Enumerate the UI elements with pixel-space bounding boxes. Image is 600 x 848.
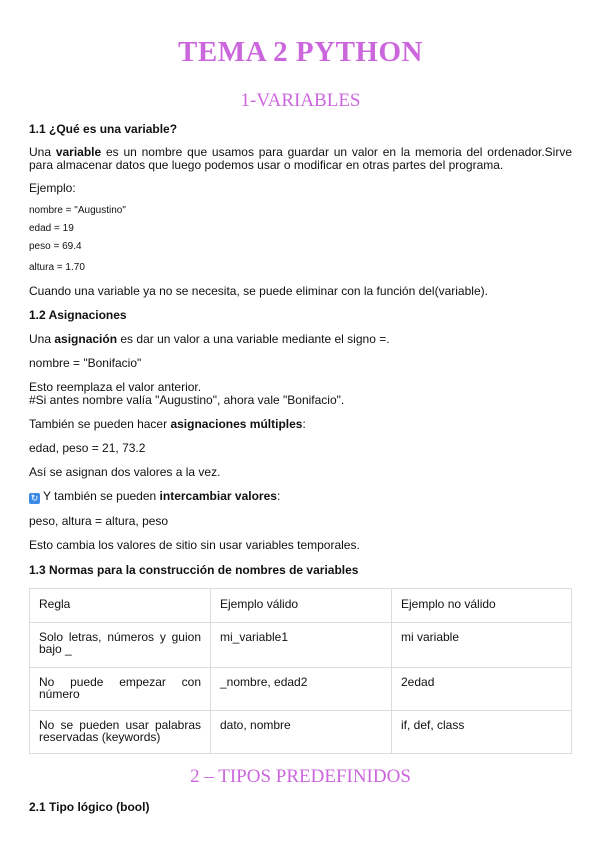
del-note: Cuando una variable ya no se necesita, se puede eliminar con la función del(variable). bbox=[29, 284, 488, 298]
table-cell: mi variable bbox=[392, 623, 572, 668]
variable-definition-paragraph bbox=[29, 146, 572, 172]
code-line: altura = 1.70 bbox=[29, 262, 85, 273]
text-span: es dar un valor a una variable mediante el signo =. bbox=[117, 332, 390, 346]
refresh-icon: ↻ bbox=[30, 493, 39, 503]
table-header-cell: Ejemplo válido bbox=[211, 589, 392, 623]
text-span: : bbox=[276, 489, 281, 503]
table-cell: if, def, class bbox=[392, 711, 572, 754]
table-cell: dato, nombre bbox=[211, 711, 392, 754]
text-span: : bbox=[302, 417, 306, 431]
table-row bbox=[30, 711, 572, 754]
bold-term: asignación bbox=[54, 332, 118, 346]
bold-term: variable bbox=[55, 145, 102, 159]
table-cell: 2edad bbox=[392, 668, 572, 711]
text-span: es un nombre que usamos para guardar un valor en la memoria del ordenador.Sirve para almacenar datos que luego podemos usar o modificar en otras partes del programa. bbox=[29, 145, 572, 172]
table-header-cell: Regla bbox=[30, 589, 211, 623]
bold-term: asignaciones múltiples bbox=[170, 417, 303, 431]
naming-rules-table bbox=[29, 588, 572, 754]
replace-line-1: Esto reemplaza el valor anterior. bbox=[29, 380, 202, 394]
code-line: nombre = "Augustino" bbox=[29, 205, 126, 216]
bold-term: intercambiar valores bbox=[159, 489, 277, 503]
swap-note: Esto cambia los valores de sitio sin usar variables temporales. bbox=[29, 538, 360, 552]
text-span: Y también se pueden bbox=[43, 489, 160, 503]
code-line: peso = 69.4 bbox=[29, 241, 82, 252]
table-row bbox=[30, 668, 572, 711]
table-header-row bbox=[30, 589, 572, 623]
subheading-1-3: 1.3 Normas para la construcción de nombres de variables bbox=[29, 563, 359, 577]
table-row bbox=[30, 623, 572, 668]
section-heading-tipos: 2 – TIPOS PREDEFINIDOS bbox=[190, 766, 411, 787]
table-cell: Solo letras, números y guion bajo _ bbox=[30, 623, 211, 668]
text-span: También se pueden hacer bbox=[29, 417, 171, 431]
swap-example: peso, altura = altura, peso bbox=[29, 514, 169, 528]
table-cell: No se pueden usar palabras reservadas (keywords) bbox=[30, 711, 211, 754]
assignment-example: nombre = "Bonifacio" bbox=[29, 356, 142, 370]
subheading-1-2: 1.2 Asignaciones bbox=[29, 308, 127, 322]
table-cell: mi_variable1 bbox=[211, 623, 392, 668]
example-label: Ejemplo: bbox=[29, 181, 76, 195]
table-cell: No puede empezar con número bbox=[30, 668, 211, 711]
replace-line-2: #Si antes nombre valía "Augustino", ahora vale "Bonifacio". bbox=[29, 393, 345, 407]
subheading-2-1: 2.1 Tipo lógico (bool) bbox=[29, 800, 150, 814]
multiple-assignment-intro bbox=[29, 418, 572, 431]
table-cell: _nombre, edad2 bbox=[211, 668, 392, 711]
subheading-1-1: 1.1 ¿Qué es una variable? bbox=[29, 122, 178, 136]
section-heading-variables: 1-VARIABLES bbox=[240, 90, 361, 111]
multiple-assignment-example: edad, peso = 21, 73.2 bbox=[29, 441, 146, 455]
multiple-assignment-note: Así se asignan dos valores a la vez. bbox=[29, 465, 221, 479]
table-header-cell: Ejemplo no válido bbox=[392, 589, 572, 623]
page-title: TEMA 2 PYTHON bbox=[178, 36, 423, 68]
assignment-definition bbox=[29, 333, 572, 346]
swap-intro bbox=[29, 490, 572, 504]
text-span: Una bbox=[29, 332, 55, 346]
code-line: edad = 19 bbox=[29, 223, 74, 234]
text-span: Una bbox=[29, 145, 56, 159]
